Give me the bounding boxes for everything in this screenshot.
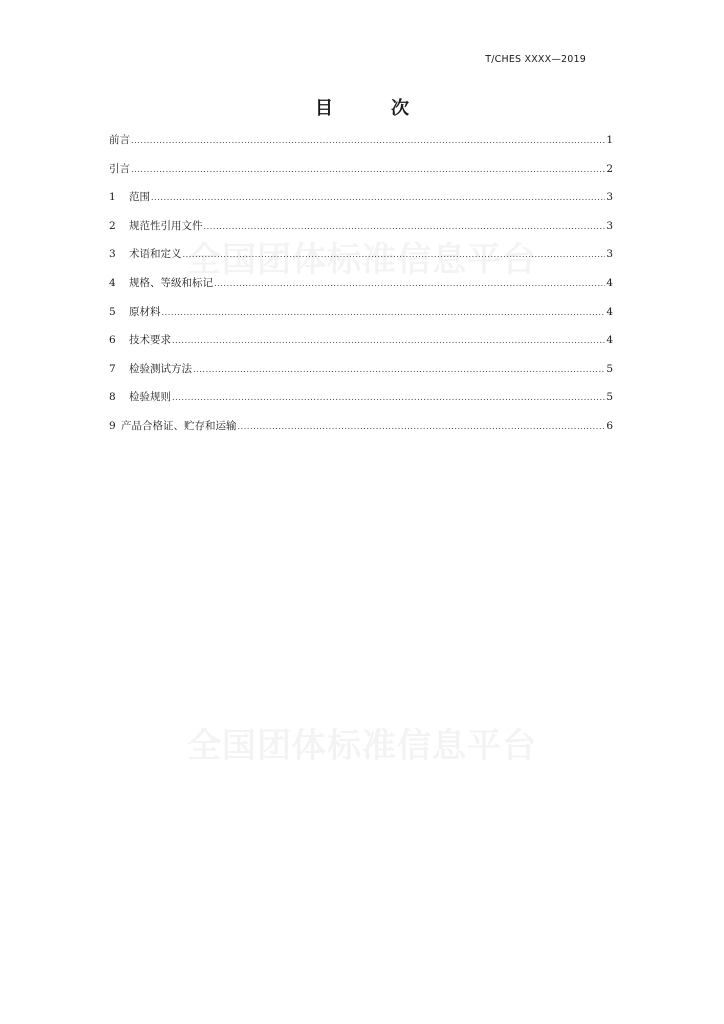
toc-page-number: 4	[606, 276, 613, 289]
toc-number: 7	[109, 362, 116, 375]
toc-label: 范围	[129, 191, 150, 204]
toc-leader-dots	[214, 277, 605, 291]
toc-label: 前言	[109, 134, 130, 146]
toc-page-number: 5	[606, 391, 613, 404]
toc-entry[interactable]	[109, 133, 613, 162]
toc-entry[interactable]	[109, 390, 613, 419]
toc-page-number: 4	[606, 305, 613, 318]
toc-page-number: 1	[606, 134, 613, 146]
toc-label: 引言	[109, 162, 130, 175]
toc-leader-dots	[131, 134, 605, 148]
toc-page-number: 6	[606, 419, 613, 432]
toc-leader-dots	[238, 420, 606, 434]
toc-page-number: 5	[606, 362, 613, 375]
toc-number: 9	[109, 419, 116, 432]
toc-entry[interactable]	[109, 333, 613, 362]
toc-leader-dots	[193, 363, 605, 377]
toc-label: 检验规则	[129, 391, 171, 404]
toc-leader-dots	[162, 306, 606, 320]
toc-page-number: 3	[606, 191, 613, 204]
toc-number: 4	[109, 276, 116, 289]
toc-label: 原材料	[129, 305, 161, 318]
toc-leader-dots	[204, 220, 606, 234]
toc-entry[interactable]	[109, 362, 613, 391]
toc-entry[interactable]	[109, 305, 613, 334]
toc-number: 1	[109, 191, 116, 204]
watermark: 全国团体标准信息平台	[187, 240, 537, 280]
toc-leader-dots	[151, 191, 605, 205]
toc-entry[interactable]	[109, 219, 613, 248]
toc-entry[interactable]	[109, 190, 613, 219]
toc-label: 技术要求	[129, 334, 171, 347]
watermark: 全国团体标准信息平台	[187, 726, 537, 766]
toc-entry[interactable]	[109, 247, 613, 276]
toc-label: 规范性引用文件	[129, 219, 203, 232]
toc-entry[interactable]	[109, 419, 613, 448]
toc-page-number: 3	[606, 248, 613, 261]
table-of-contents	[109, 133, 613, 448]
toc-leader-dots	[131, 163, 605, 177]
page-title: 目 次	[315, 98, 429, 119]
toc-number: 8	[109, 391, 116, 404]
toc-number: 3	[109, 248, 116, 261]
toc-page-number: 3	[606, 219, 613, 232]
toc-entry[interactable]	[109, 276, 613, 305]
toc-label: 检验测试方法	[129, 362, 192, 375]
toc-leader-dots	[172, 391, 605, 405]
toc-leader-dots	[183, 248, 606, 262]
document-code: T/CHES XXXX—2019	[485, 54, 586, 65]
toc-page-number: 4	[606, 334, 613, 347]
toc-label: 产品合格证、贮存和运输	[121, 419, 237, 432]
toc-label: 术语和定义	[129, 248, 182, 261]
toc-entry[interactable]	[109, 162, 613, 191]
toc-leader-dots	[172, 334, 605, 348]
toc-number: 2	[109, 219, 116, 232]
toc-page-number: 2	[606, 162, 613, 175]
toc-number: 5	[109, 305, 116, 318]
toc-number: 6	[109, 334, 116, 347]
toc-label: 规格、等级和标记	[129, 276, 213, 289]
